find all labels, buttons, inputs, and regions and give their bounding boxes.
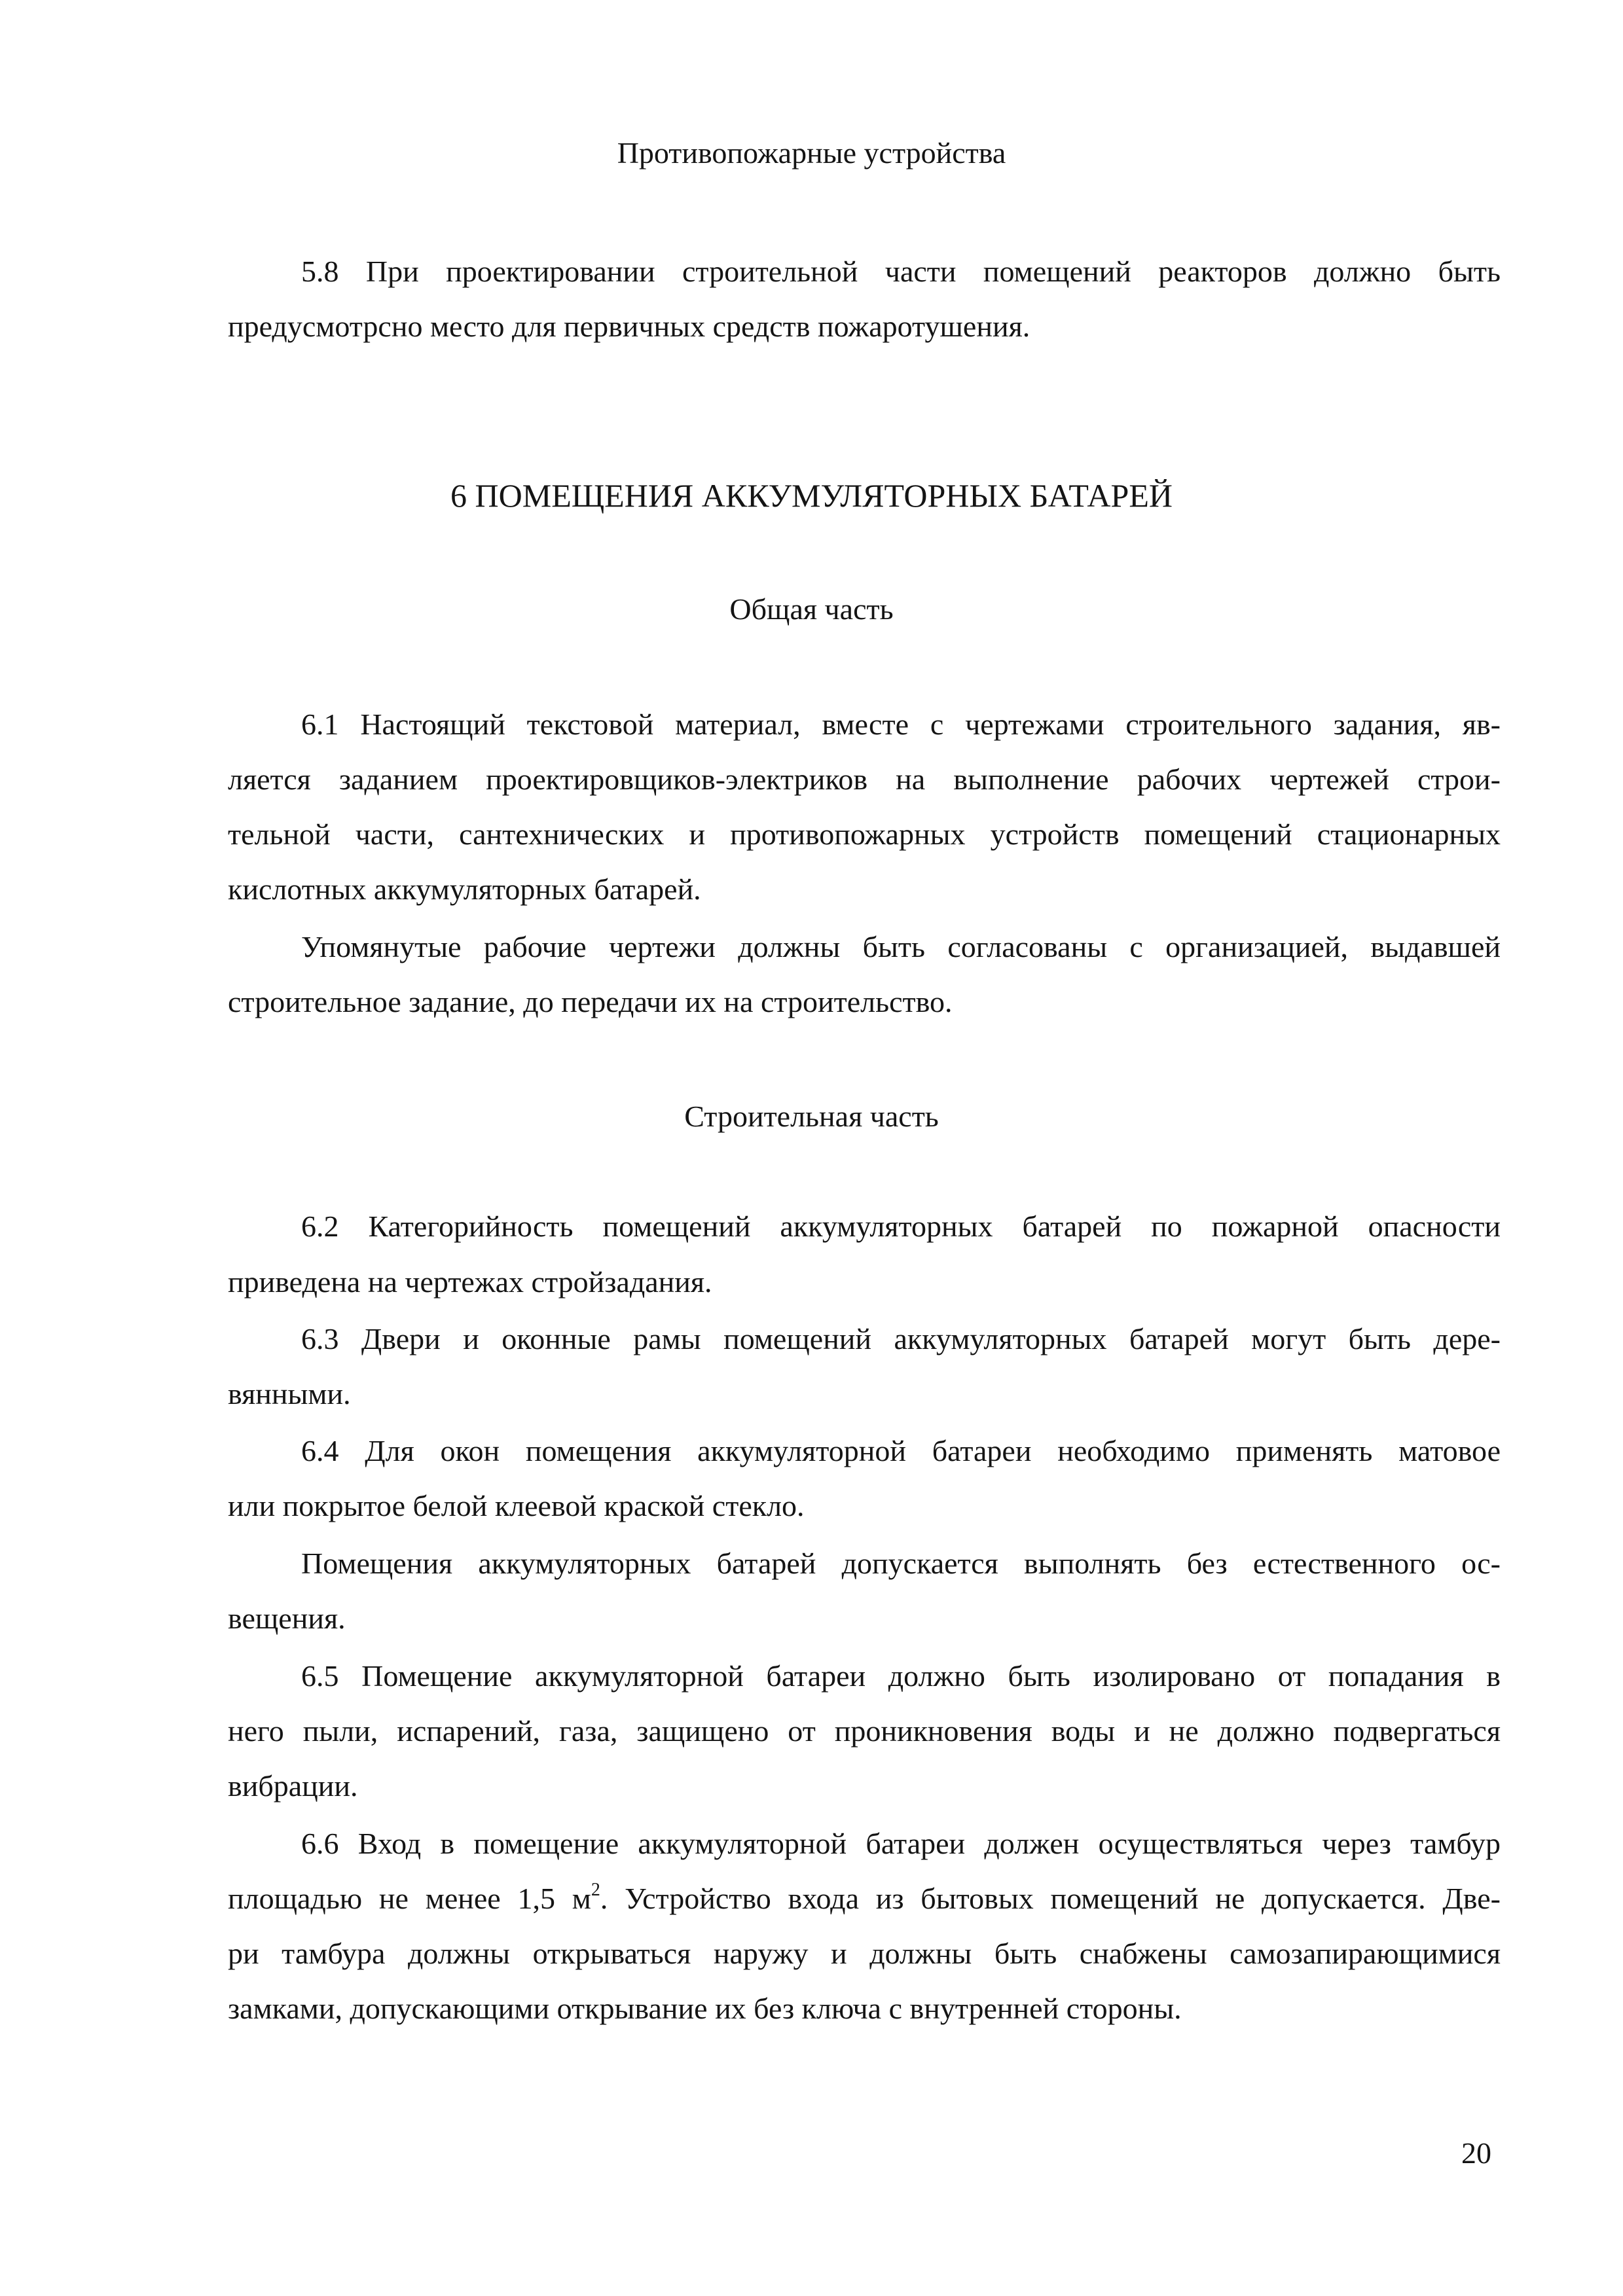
- paragraph-line: него пыли, испарений, газа, защищено от проникновения воды и не должно подвергаться: [228, 1714, 1501, 1748]
- paragraph-line: 6.1 Настоящий текстовой материал, вместе с чертежами строительного задания, яв-: [301, 708, 1501, 741]
- section-heading: Противопожарные устройства: [617, 136, 1006, 170]
- subheading-general: Общая часть: [729, 592, 894, 626]
- paragraph-line: приведена на чертежах стройзадания.: [228, 1265, 712, 1299]
- paragraph-line: предусмотрсно место для первичных средств пожаротушения.: [228, 310, 1030, 343]
- paragraph-line: 6.3 Двери и оконные рамы помещений аккумуляторных батарей могут быть дере-: [301, 1322, 1501, 1355]
- paragraph-line: тельной части, сантехнических и противопожарных устройств помещений стационарных: [228, 817, 1501, 851]
- chapter-title: 6 ПОМЕЩЕНИЯ АККУМУЛЯТОРНЫХ БАТАРЕЙ: [450, 477, 1173, 514]
- subheading-construction: Строительная часть: [684, 1100, 939, 1133]
- paragraph-line: замками, допускающими открывание их без ключа с внутренней стороны.: [228, 1992, 1182, 2025]
- paragraph-line: 6.5 Помещение аккумуляторной батареи должно быть изолировано от попадания в: [301, 1659, 1501, 1693]
- area-text: площадью не менее 1,5 м: [228, 1882, 591, 1915]
- area-text-continued: . Устройство входа из бытовых помещений не допускается. Две-: [600, 1882, 1501, 1915]
- paragraph-line: или покрытое белой клеевой краской стекло.: [228, 1489, 805, 1522]
- page-number: 20: [1461, 2136, 1491, 2170]
- paragraph-line: кислотных аккумуляторных батарей.: [228, 872, 701, 906]
- paragraph-line: 6.4 Для окон помещения аккумуляторной батареи необходимо применять матовое: [301, 1434, 1501, 1467]
- paragraph-line: ляется заданием проектировщиков-электриков на выполнение рабочих чертежей строи-: [228, 762, 1501, 796]
- paragraph-line: вянными.: [228, 1377, 351, 1410]
- paragraph-line: 6.6 Вход в помещение аккумуляторной батареи должен осуществляться через тамбур: [301, 1827, 1501, 1860]
- paragraph-line: [228, 1880, 1501, 1917]
- paragraph-line: строительное задание, до передачи их на строительство.: [228, 985, 953, 1018]
- paragraph-line: Помещения аккумуляторных батарей допускается выполнять без естественного ос-: [301, 1547, 1501, 1580]
- paragraph-line: 6.2 Категорийность помещений аккумуляторных батарей по пожарной опасности: [301, 1210, 1501, 1243]
- paragraph-line: 5.8 При проектировании строительной части помещений реакторов должно быть: [301, 255, 1501, 288]
- superscript-exponent: 2: [591, 1880, 600, 1900]
- paragraph-line: Упомянутые рабочие чертежи должны быть согласованы с организацией, выдавшей: [301, 930, 1501, 963]
- paragraph-line: вещения.: [228, 1602, 346, 1635]
- paragraph-line: вибрации.: [228, 1769, 358, 1803]
- paragraph-line: ри тамбура должны открываться наружу и должны быть снабжены самозапирающимися: [228, 1937, 1501, 1970]
